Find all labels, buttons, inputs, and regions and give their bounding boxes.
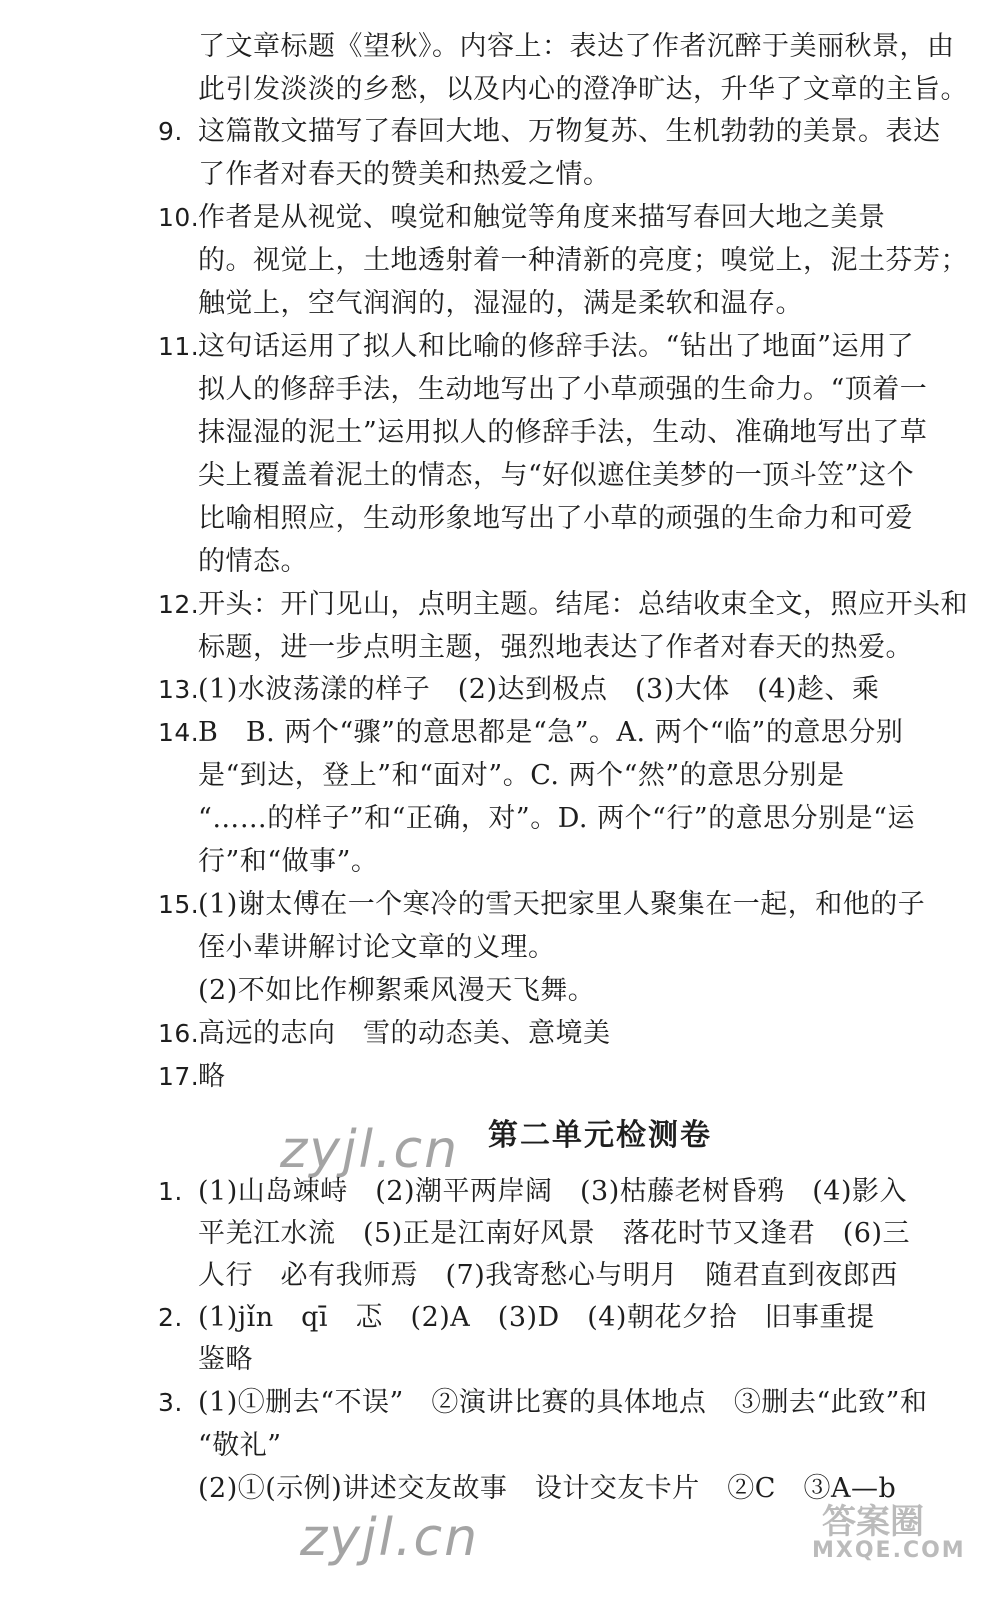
answer-text: 触觉上，空气润润的，湿湿的，满是柔软和温存。 [198,288,803,319]
answer-text: 比喻相照应，生动形象地写出了小草的顽强的生命力和可爱 [198,503,913,534]
answer-text: (2)①(示例)讲述交友故事 设计交友卡片 ②C ③A—b [198,1473,897,1504]
answer-text: 的。视觉上，土地透射着一种清新的亮度；嗅觉上，泥土芬芳； [198,245,968,276]
answer-text: 这篇散文描写了春回大地、万物复苏、生机勃勃的美景。表达 [198,116,941,147]
answer-text: 是“到达，登上”和“面对”。C. 两个“然”的意思分别是 [198,760,845,791]
question-number: 15. [158,890,200,919]
question-number: 17. [158,1062,200,1091]
answer-text: 鉴略 [198,1344,253,1375]
question-number: 11. [158,332,200,361]
question-number: 1. [158,1177,183,1206]
answer-text: 了文章标题《望秋》。内容上：表达了作者沉醉于美丽秋景，由 [198,31,955,62]
answer-text: 尖上覆盖着泥土的情态，与“好似遮住美梦的一顶斗笠”这个 [198,460,915,491]
question-number: 13. [158,675,200,704]
question-number: 12. [158,590,200,619]
answer-text: 略 [198,1061,226,1092]
answer-text: 了作者对春天的赞美和热爱之情。 [198,159,611,190]
answer-text: (1)谢太傅在一个寒冷的雪天把家里人聚集在一起，和他的子 [198,889,926,920]
section-title: 第二单元检测卷 [488,1118,712,1153]
answer-text: 这句话运用了拟人和比喻的修辞手法。“钻出了地面”运用了 [198,331,915,362]
answer-text: 作者是从视觉、嗅觉和触觉等角度来描写春回大地之美景 [198,202,886,233]
answer-text: B B. 两个“骤”的意思都是“急”。A. 两个“临”的意思分别 [198,717,904,748]
answer-text: 行”和“做事”。 [198,846,379,877]
answer-text: 平羌江水流 (5)正是江南好风景 落花时节又逢君 (6)三 [198,1218,910,1249]
answer-text: (1)山岛竦峙 (2)潮平两岸阔 (3)枯藤老树昏鸦 (4)影入 [198,1176,907,1207]
watermark-text: zyjl.cn [300,1508,480,1568]
answer-text: 开头：开门见山，点明主题。结尾：总结收束全文，照应开头和 [198,589,968,620]
question-number: 16. [158,1019,200,1048]
answer-text: 的情态。 [198,546,308,577]
question-number: 3. [158,1388,183,1417]
answer-text: “敬礼” [198,1430,282,1461]
site-logo [812,1494,982,1563]
answer-text: 此引发淡淡的乡愁，以及内心的澄净旷达，升华了文章的主旨。 [198,74,968,105]
question-number: 10. [158,203,200,232]
answer-text: 抹湿湿的泥土”运用拟人的修辞手法，生动、准确地写出了草 [198,417,928,448]
answer-text: 人行 必有我师焉 (7)我寄愁心与明月 随君直到夜郎西 [198,1260,898,1291]
answer-text: 高远的志向 雪的动态美、意境美 [198,1018,611,1049]
answer-text: (2)不如比作柳絮乘风漫天飞舞。 [198,975,596,1006]
logo-text: 答案圈 [822,1502,924,1542]
question-number: 9. [158,117,183,146]
answer-text: (1)水波荡漾的样子 (2)达到极点 (3)大体 (4)趁、乘 [198,674,880,705]
answer-text: 标题，进一步点明主题，强烈地表达了作者对春天的热爱。 [198,632,913,663]
answer-text: 侄小辈讲解讨论文章的义理。 [198,932,556,963]
logo-url: MXQE.COM [812,1538,966,1563]
answer-text: (1)jǐn qī 忑 (2)A (3)D (4)朝花夕拾 旧事重提 [198,1302,875,1333]
watermark-text: zyjl.cn [280,1120,460,1180]
answer-text: (1)①删去“不误” ②演讲比赛的具体地点 ③删去“此致”和 [198,1387,928,1418]
answer-text: 拟人的修辞手法，生动地写出了小草顽强的生命力。“顶着一 [198,374,928,405]
answer-text: “……的样子”和“正确，对”。D. 两个“行”的意思分别是“运 [198,803,915,834]
question-number: 2. [158,1303,183,1332]
question-number: 14. [158,718,200,747]
